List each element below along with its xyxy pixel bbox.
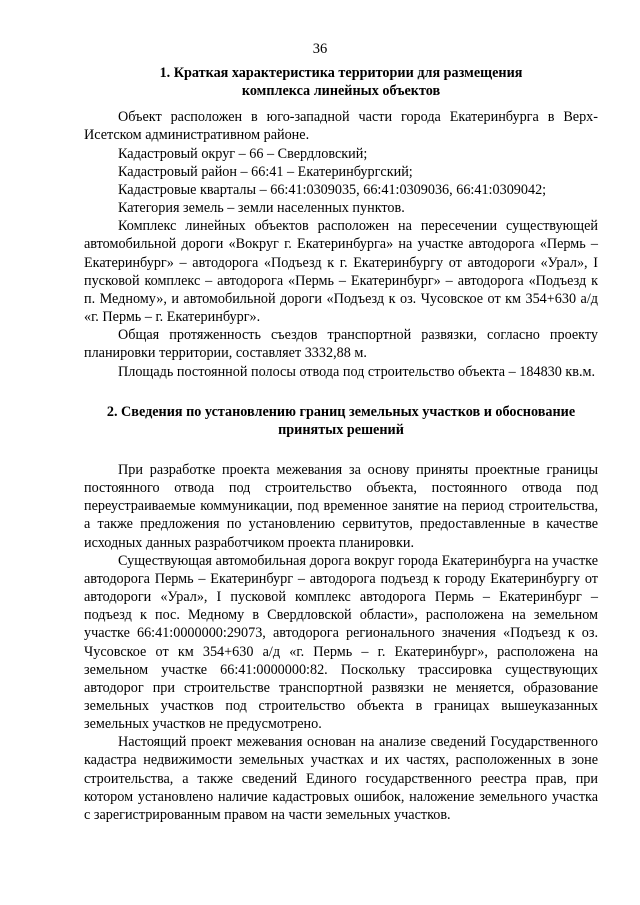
spacer xyxy=(84,439,598,461)
paragraph: Комплекс линейных объектов расположен на пересечении существующей автомобильной дороги «Вокруг г. Екатеринбурга» на участке автодорога «Пермь – Екатеринбург» – автодорога «Подъезд к г. Екатеринбургу от автодороги «Урал», I пусковой комплекс – автодорога «Пермь – Екатеринбург» – автодорога «Подъезд к п. Медному», и автомобильной дороги «Подъезд к оз. Чусовское от км 354+630 а/д «г. Пермь – г. Екатеринбург». xyxy=(84,218,598,326)
paragraph: Площадь постоянной полосы отвода под строительство объекта – 184830 кв.м. xyxy=(118,363,596,380)
paragraph: Объект расположен в юго-западной части города Екатеринбурга в Верх-Исетском административном районе. xyxy=(84,109,598,144)
section-1-heading-line-2: комплекса линейных объектов xyxy=(241,83,441,100)
paragraph: Кадастровые кварталы – 66:41:0309035, 66:41:0309036, 66:41:0309042; xyxy=(118,181,547,198)
section-2-heading xyxy=(84,403,598,439)
section-1-heading xyxy=(84,64,598,100)
spacer xyxy=(84,381,598,403)
paragraph: Настоящий проект межевания основан на анализе сведений Государственного кадастра недвижимости земельных участках и их частях, расположенных в зоне строительства, а также сведений Единого государственного реестра прав, при котором установлено наличие кадастровых ошибок, наложение земельного участка с зарегистрированным правом на части земельных участков. xyxy=(84,734,598,823)
section-1-body xyxy=(84,108,598,380)
paragraph: Общая протяженность съездов транспортной развязки, согласно проекту планировки территории, составляет 3332,88 м. xyxy=(84,327,598,362)
page-content xyxy=(84,62,598,824)
paragraph: Существующая автомобильная дорога вокруг города Екатеринбурга на участке автодорога Пермь – Екатеринбург – автодорога подъезд к городу Екатеринбургу от автодороги «Урал», I пусковой комплекс автодорога Пермь – Екатеринбург – подъезд к пос. Медному в Свердловской области», расположена на земельном участке 66:41:0000000:29073, автодорога регионального значения «Подъезд к оз. Чусовское от км 354+630 а/д «г. Пермь – г. Екатеринбург», расположена на земельном участке 66:41:0000000:82. Поскольку трассировка существующих автодорог при строительстве транспортной развязки не меняется, образование земельных участков под строительство объекта в границах вышеуказанных земельных участков не предусмотрено. xyxy=(84,552,598,733)
spacer xyxy=(84,100,598,108)
section-1-heading-line-1: 1. Краткая характеристика территории для размещения xyxy=(159,65,523,81)
paragraph: При разработке проекта межевания за основу приняты проектные границы постоянного отвода под строительство объекта, постоянного отвода под переустраиваемые коммуникации, под временное занятие на период строительства, а также предложения по установлению сервитутов, предоставленные в качестве исходных данных разработчиком проекта планировки. xyxy=(84,461,598,551)
page-number: 36 xyxy=(312,41,328,57)
paragraph: Кадастровый район – 66:41 – Екатеринбургский; xyxy=(118,163,413,180)
section-2-heading-line-1: 2. Сведения по установлению границ земельных участков и обоснование xyxy=(106,403,576,420)
paragraph: Кадастровый округ – 66 – Свердловский; xyxy=(118,145,368,162)
section-2-heading-line-2: принятых решений xyxy=(278,421,404,438)
section-2-body xyxy=(84,461,598,824)
paragraph: Категория земель – земли населенных пунктов. xyxy=(118,200,405,217)
